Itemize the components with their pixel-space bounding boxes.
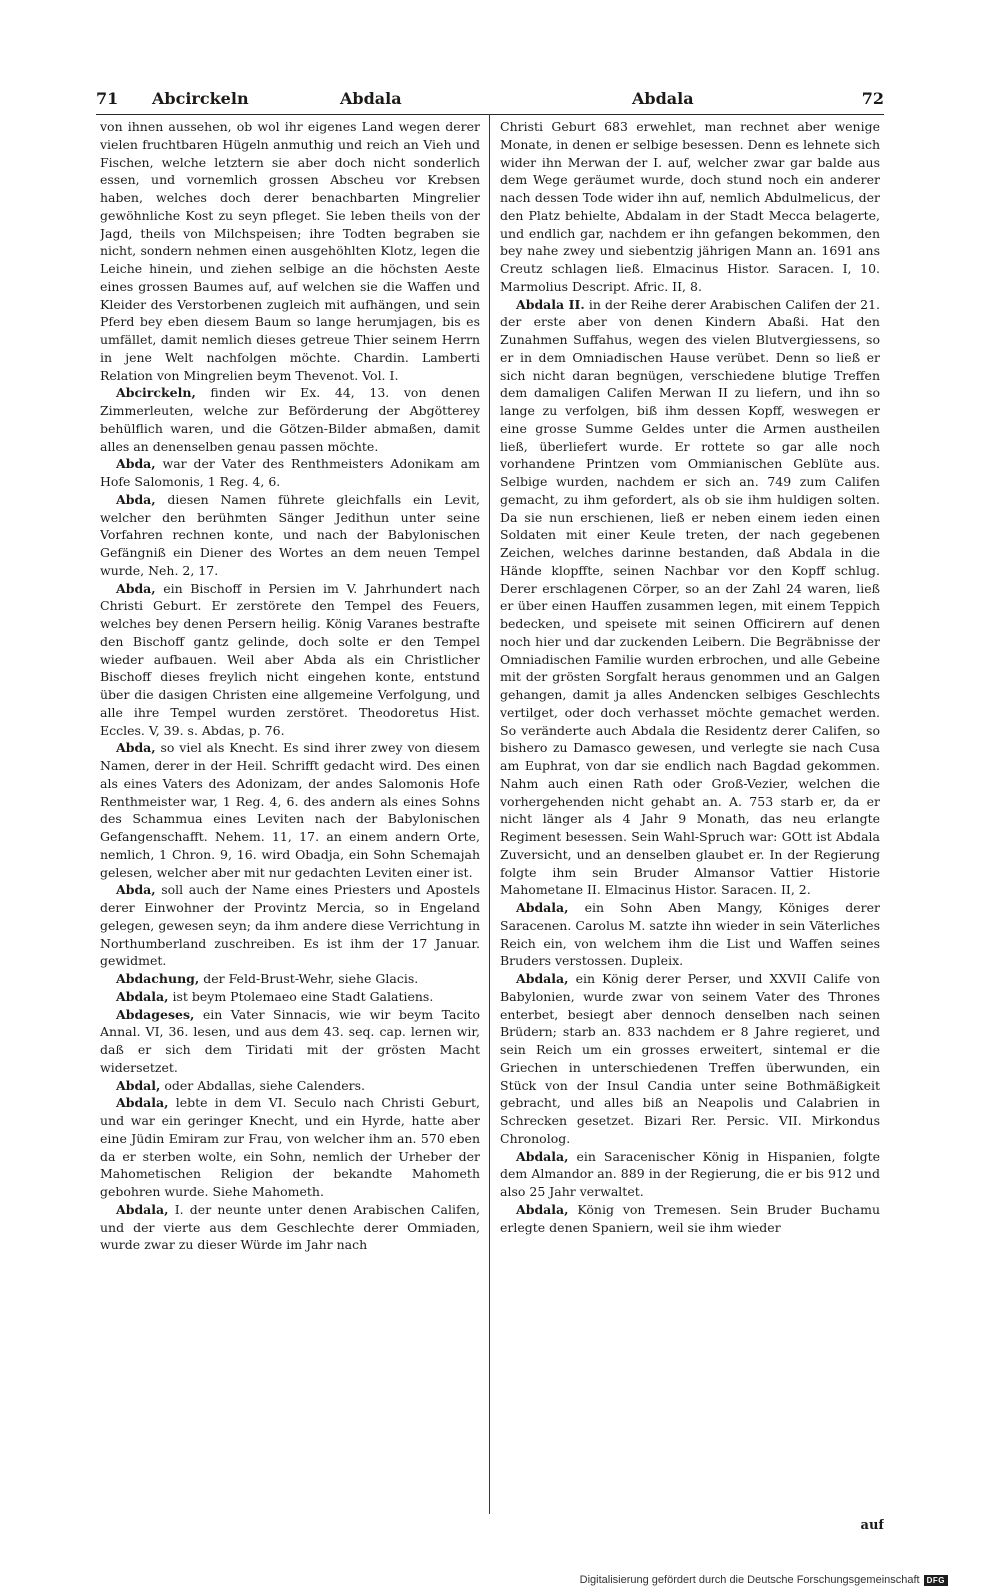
entry-continuation: [500, 118, 880, 296]
right-page-number: 72: [861, 89, 884, 108]
lexicon-entry: [100, 1077, 480, 1095]
entry-text: lebte in dem VI. Seculo nach Christi Geburt, und war ein geringer Knecht, und ein Hyrde, hatte aber eine Jüdin Emiram zur Frau, von welcher ihm an. 570 eben da er sterben wolte, ein Sohn, nemlich der Urheber der Mahometischen Religion der bekandte Mahometh gebohren wurde. Siehe Mahometh.: [100, 1095, 480, 1199]
footer-text: Digitalisierung gefördert durch die Deutsche Forschungsgemeinschaft: [579, 1574, 920, 1586]
entry-text: finden wir Ex. 44, 13. von denen Zimmerleuten, welche zur Beförderung der Abgötterey behülflich waren, und die Götzen-Bilder abmaßen, damit alles an denenselben genau passen möchte.: [100, 385, 480, 454]
lexicon-entry: [100, 1094, 480, 1201]
lexicon-entry: [500, 1201, 880, 1237]
entry-headword: Abdala,: [116, 1095, 169, 1111]
entry-headword: Abda,: [116, 456, 156, 472]
lexicon-entry: [100, 970, 480, 988]
entry-text: soll auch der Name eines Priesters und Apostels derer Einwohner der Provintz Mercia, so in Engeland gelegen, gewesen seyn; da ihm andere diese Verrichtung in Northumberland zuschreiben. Es ist ihm der 17 Januar. gewidmet.: [100, 882, 480, 969]
entry-headword: Abdala,: [116, 1201, 169, 1217]
entry-text: ist beym Ptolemaeo eine Stadt Galatiens.: [168, 988, 434, 1004]
entry-text: ein Sohn Aben Mangy, Königes derer Saracenen. Carolus M. satzte ihn wieder in sein Väterliches Reich ein, von welchem ihm die List und Waffen seines Bruders verstossen. Dupleix.: [500, 900, 880, 969]
entry-headword: Abda,: [116, 580, 156, 596]
entry-headword: Abdala,: [116, 988, 169, 1004]
entry-text: ein König derer Perser, und XXVII Calife von Babylonien, wurde zwar von seinem Vater des Thrones enterbet, besiegt aber dennoch denselben nach seinen Brüdern; starb an. 833 nachdem er 8 Jahre regieret, und sein Reich um ein grosses erweitert, sintemal er die Griechen in unterschiedenen Treffen überwunden, ein Stück von der Insul Candia unter seine Bothmäßigkeit gebracht, und alles biß an Neapolis und Calabrien in Schrecken gesetzet. Bizari Rer. Persic. VII. Mirkondus Chronolog.: [500, 971, 880, 1146]
entry-headword: Abdala,: [516, 900, 569, 915]
lexicon-entry: [500, 296, 880, 900]
left-column-title: Abdala: [340, 89, 402, 108]
entry-text: ein Vater Sinnacis, wie wir beym Tacito Annal. VI, 36. lesen, und aus dem 43. seq. cap. lernen wir, daß er sich dem Tiridati mit der grösten Macht widersetzet.: [100, 1006, 480, 1075]
entry-text: oder Abdallas, siehe Calenders.: [160, 1077, 365, 1093]
lexicon-entry: [100, 739, 480, 881]
entry-headword: Abdala II.: [516, 296, 585, 312]
entry-text: in der Reihe derer Arabischen Califen der 21. der erste aber von denen Kindern Abaßi. Hat den Zunahmen Suffahus, wegen des vielen Blutvergiessens, so er in dem Omniadischen Hause verübet. Denn so ließ er sich nicht daran begnügen, verschiedene blutige Treffen dem damaligen Califen Merwan II zu liefern, und ihn so lange zu verfolgen, biß ihm dessen Kopff, weswegen er eine grosse Summe Geldes unter die Armen austheilen ließ, überliefert wurde. Er rottete so gar alle noch vorhandene Printzen vom Ommianischen Geblüte aus. Selbige wurden, nachdem er sich an. 749 zum Califen gemacht, zu ihm gefordert, als ob sie ihm huldigen solten. Da sie nun erschienen, ließ er neben einem ieden einen Soldaten mit einer Keule treten, der nach gegebenen Zeichen, welches darinne bestanden, daß Abdala in die Hände klopffte, seinen Nachbar vor den Kopff schlug. Derer erschlagenen Cörper, so an der Zahl 24 waren, ließ er über einen Hauffen zusammen legen, mit einem Teppich bedecken, und speisete mit seinen Officirern auf denen noch hier und dar zuckenden Leibern. Die Begräbnisse der Omniadischen Familie wurden erbrochen, und alle Gebeine mit der grösten Sorgfalt heraus genommen und an Galgen gehangen, damit ja alles Andencken selbiges Geschlechts vertilget, oder doch verhasset möchte gemachet werden. So veränderte auch Abdala die Residentz derer Califen, so bishero zu Damasco gewesen, und verlegte sie nach Cusa am Euphrat, von dar sie endlich nach Bagdad gekommen. Nahm auch einen Rath oder Groß-Vezier, welchen die vorhergehenden nicht gehabt an. A. 753 starb er, da er nicht länger als 4 Jahr 9 Monath, das neu erlangte Regiment besessen. Sein Wahl-Spruch war: GOtt ist Abdala Zuversicht, und an denselben glaubet er. In der Regierung folgte ihm sein Bruder Almansor Vattier Historie Mahometane II. Elmacinus Histor. Saracen. II, 2.: [500, 296, 880, 898]
lexicon-entry: [100, 455, 480, 491]
entry-text: diesen Namen führete gleichfalls ein Levit, welcher den berühmten Sänger Jedithun unter seine Vorfahren rechnen konte, und nach der Babylonischen Gefängniß ein Diener des Wortes an dem neuen Tempel wurde, Neh. 2, 17.: [100, 491, 480, 578]
entry-headword: Abdala,: [516, 1148, 569, 1164]
lexicon-entry: [100, 384, 480, 455]
catchword: auf: [860, 1518, 884, 1533]
lexicon-entry: [500, 970, 880, 1148]
lexicon-entry: [500, 899, 880, 970]
left-page-number: 71: [96, 89, 119, 108]
entry-text: der Feld-Brust-Wehr, siehe Glacis.: [199, 971, 419, 986]
left-catchword-header: Abcirckeln: [152, 89, 249, 108]
entry-text: ein Saracenischer König in Hispanien, folgte dem Almandor an. 889 in der Regierung, die er bis 912 und also 25 Jahr verwaltet.: [500, 1148, 880, 1199]
lexicon-entry: [100, 580, 480, 740]
digitization-footer: [580, 1574, 948, 1586]
entry-continuation: [100, 118, 480, 384]
entry-headword: Abdala,: [516, 971, 569, 986]
lexicon-entry: [100, 1201, 480, 1254]
header-rule: [96, 114, 884, 115]
lexicon-entry: [100, 491, 480, 580]
entry-text: war der Vater des Renthmeisters Adonikam am Hofe Salomonis, 1 Reg. 4, 6.: [100, 456, 480, 489]
column-divider: [489, 114, 490, 1514]
entry-text: I. der neunte unter denen Arabischen Califen, und der vierte aus dem Geschlechte derer Ommiaden, wurde zwar zu dieser Würde im Jahr nach: [100, 1201, 480, 1253]
dfg-logo: DFG: [924, 1575, 948, 1586]
entry-text: König von Tremesen. Sein Bruder Buchamu erlegte denen Spaniern, weil sie ihm wieder: [500, 1201, 880, 1235]
entry-headword: Abdageses,: [116, 1006, 195, 1022]
entry-headword: Abcirckeln,: [116, 385, 196, 401]
right-column: [500, 118, 880, 1518]
entry-headword: Abdachung,: [116, 971, 200, 986]
entry-headword: Abda,: [116, 491, 156, 507]
lexicon-entry: [100, 881, 480, 970]
lexicon-entry: [100, 1006, 480, 1077]
left-column: [100, 118, 480, 1518]
entry-text: so viel als Knecht. Es sind ihrer zwey von diesem Namen, derer in der Heil. Schrifft gedacht wird. Des einen als eines Vaters des Adonizam, der andes Salomonis Hofe Renthmeister war, 1 Reg. 4, 6. des andern als eines Sohns des Schammua eines Leviten nach der Babylonischen Gefangenschafft. Nehem. 11, 17. an einem andern Orte, nemlich, 1 Chron. 9, 16. wird Obadja, ein Sohn Schemajah gelesen, welcher aber mit nur gedachten Leviten einer ist.: [100, 740, 480, 880]
right-column-title: Abdala: [632, 89, 694, 108]
entry-text: Christi Geburt 683 erwehlet, man rechnet aber wenige Monate, in denen er selbige besessen. Denn es lehnete sich wider ihn Merwan der I. auf, welcher zwar gar balde aus dem Wege geräumet wurde, doch stund noch ein anderer nach dessen Tode wider ihn auf, nemlich Abdulmelicus, der den Platz behielte, Abdalam in der Stadt Mecca belagerte, und endlich gar, nachdem er ihn gefangen bekommen, den bey nahe zwey und siebentzig jährigen Mann an. 1691 ans Creutz schlagen ließ. Elmacinus Histor. Saracen. I, 10. Marmolius Descript. Afric. II, 8.: [500, 119, 880, 294]
lexicon-entry: [500, 1148, 880, 1201]
entry-headword: Abdala,: [516, 1201, 569, 1217]
lexicon-page: [96, 86, 884, 1548]
running-header: [96, 86, 884, 112]
entry-text: von ihnen aussehen, ob wol ihr eigenes Land wegen derer vielen fruchtbaren Hügeln anmuthig und reich an Vieh und Fischen, welche letztern sie aber doch nicht sonderlich essen, und vornemlich grossen Abscheu vor Krebsen haben, welches doch derer benachbarten Mingrelier gewöhnliche Kost zu seyn pfleget. Sie leben theils von der Jagd, theils von Milchspeisen; ihre Todten begraben sie nicht, sondern nehmen einen ausgehöhlten Klotz, legen die Leiche hinein, und ziehen selbige an die höchsten Aeste eines grossen Baumes auf, auf welchen sie die Waffen und Kleider des Verstorbenen zugleich mit aufhängen, und sein Pferd bey eben diesem Baum so lange herumjagen, bis es umfället, damit nemlich dieses getreue Thier seinem Herrn in jene Welt nachfolgen möchte. Chardin. Lamberti Relation von Mingrelien beym Thevenot. Vol. I.: [100, 119, 480, 383]
entry-headword: Abda,: [116, 882, 156, 898]
entry-headword: Abda,: [116, 740, 156, 756]
entry-headword: Abdal,: [116, 1077, 161, 1093]
lexicon-entry: [100, 988, 480, 1006]
entry-text: ein Bischoff in Persien im V. Jahrhundert nach Christi Geburt. Er zerstörete den Tempel des Feuers, welches bey denen Persern heilig. König Varanes bestrafte den Bischoff gantz gelinde, doch solte er den Tempel wieder aufbauen. Weil aber Abda als ein Christlicher Bischoff dieses freylich nicht eingehen konte, entstund über die dasigen Christen eine allgemeine Verfolgung, und alle ihre Tempel wurden zerstöret. Theodoretus Hist. Eccles. V, 39. s. Abdas, p. 76.: [100, 580, 480, 738]
